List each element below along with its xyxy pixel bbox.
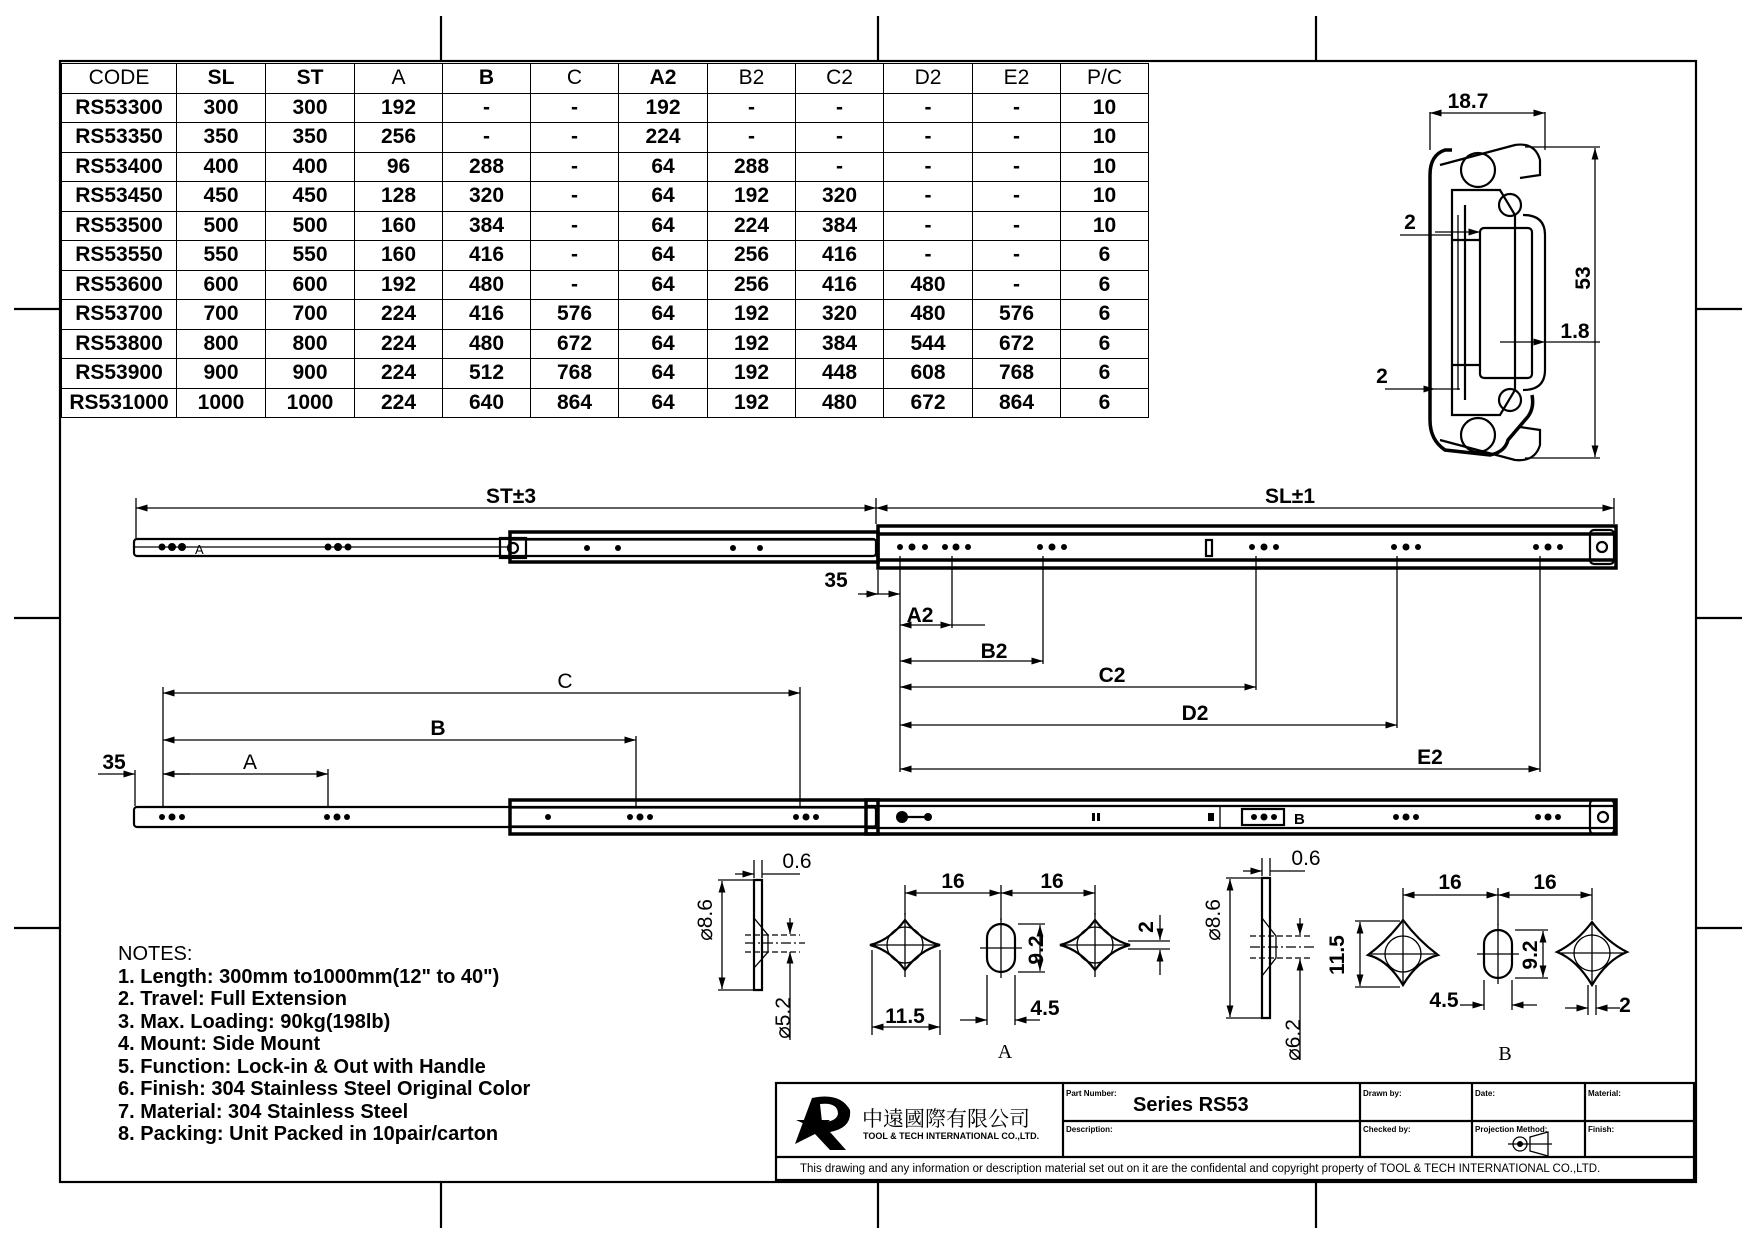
table-cell: 416 (443, 300, 531, 330)
spec-table (61, 63, 1149, 418)
a-dimension-label: A (242, 751, 258, 774)
table-row (62, 182, 1149, 212)
detail-b-slot-height: 9.2 (1519, 940, 1542, 970)
b-dimension-label: B (430, 717, 446, 740)
table-cell: - (884, 182, 973, 212)
description-label: Description: (1066, 1125, 1113, 1134)
table-cell: - (708, 123, 796, 153)
table-cell: 300 (177, 93, 266, 123)
table-cell: 10 (1061, 93, 1149, 123)
checked-by-label: Checked by: (1363, 1125, 1411, 1134)
table-cell: 64 (619, 211, 708, 241)
table-cell: 224 (355, 388, 443, 418)
table-cell: - (531, 93, 619, 123)
table-cell: RS53550 (62, 241, 177, 271)
header-code: CODE (62, 64, 177, 94)
profile-dimensions (1385, 112, 1600, 458)
table-cell: 192 (708, 359, 796, 389)
detail-a-width-11-5: 11.5 (885, 1005, 925, 1028)
table-cell: 550 (177, 241, 266, 271)
detail-a-slot-height: 9.2 (1025, 935, 1048, 965)
detail-a-pitch-2: 16 (1040, 870, 1064, 893)
table-row (62, 388, 1149, 418)
e2-dimension-label: E2 (1417, 746, 1443, 769)
profile-width-label: 18.7 (1447, 90, 1489, 113)
table-cell: - (884, 241, 973, 271)
header-e2: E2 (973, 64, 1061, 94)
header-b: B (443, 64, 531, 94)
material-label: Material: (1588, 1089, 1621, 1098)
table-row (62, 270, 1149, 300)
table-cell: - (973, 182, 1061, 212)
detail-b-dim-2: 2 (1619, 994, 1631, 1017)
table-cell: 400 (266, 152, 355, 182)
projection-method-symbol (1508, 1132, 1552, 1156)
table-cell: 550 (266, 241, 355, 271)
table-cell: 544 (884, 329, 973, 359)
table-row (62, 329, 1149, 359)
table-cell: 192 (708, 388, 796, 418)
top-offset-label: 35 (824, 569, 848, 592)
header-a: A (355, 64, 443, 94)
table-cell: 900 (177, 359, 266, 389)
table-cell: 192 (355, 270, 443, 300)
finish-label: Finish: (1588, 1125, 1615, 1134)
table-cell: 6 (1061, 329, 1149, 359)
table-cell: 864 (531, 388, 619, 418)
company-logo (795, 1097, 850, 1151)
table-cell: 672 (973, 329, 1061, 359)
table-cell: 64 (619, 241, 708, 271)
table-cell: 224 (708, 211, 796, 241)
table-cell: 576 (531, 300, 619, 330)
table-cell: 224 (355, 359, 443, 389)
header-c2: C2 (796, 64, 884, 94)
date-label: Date: (1475, 1089, 1496, 1098)
note-item: 6. Finish: 304 Stainless Steel Original Color (118, 1078, 531, 1100)
table-cell: - (973, 241, 1061, 271)
table-cell: 64 (619, 152, 708, 182)
table-cell: 1000 (177, 388, 266, 418)
table-cell: RS53300 (62, 93, 177, 123)
table-cell: RS53800 (62, 329, 177, 359)
table-cell: 224 (355, 329, 443, 359)
table-cell: 10 (1061, 211, 1149, 241)
detail-a-dim-2: 2 (1135, 921, 1158, 933)
notes-block (118, 943, 530, 1146)
table-cell: 6 (1061, 359, 1149, 389)
table-cell: - (531, 241, 619, 271)
table-cell: 608 (884, 359, 973, 389)
table-cell: 512 (443, 359, 531, 389)
table-cell: 64 (619, 182, 708, 212)
detail-b-dia-outer: ⌀8.6 (1202, 899, 1225, 941)
table-cell: - (973, 93, 1061, 123)
a2-dimension-label: A2 (906, 604, 934, 627)
part-number-value: Series RS53 (1133, 1094, 1249, 1116)
table-cell: - (973, 270, 1061, 300)
table-cell: 480 (443, 270, 531, 300)
table-cell: 768 (973, 359, 1061, 389)
table-cell: 384 (796, 329, 884, 359)
notes-title: NOTES: (118, 943, 193, 965)
note-item: 7. Material: 304 Stainless Steel (118, 1100, 409, 1123)
table-cell: - (796, 123, 884, 153)
table-header-row (62, 64, 1149, 94)
table-cell: 192 (708, 182, 796, 212)
table-cell: 192 (355, 93, 443, 123)
table-row (62, 93, 1149, 123)
c2-dimension-label: C2 (1098, 664, 1126, 687)
table-cell: 288 (443, 152, 531, 182)
table-cell: 320 (443, 182, 531, 212)
table-cell: RS53900 (62, 359, 177, 389)
st-dimension-label: ST±3 (485, 485, 537, 508)
disclaimer-text: This drawing and any information or description material set out on it are the confidental and copyright property of TOOL & TECH INTERNATIONAL CO.,LTD. (800, 1163, 1601, 1175)
top-slide-view (134, 526, 1616, 568)
table-cell: 300 (266, 93, 355, 123)
table-cell: 768 (531, 359, 619, 389)
detail-b-thickness: 0.6 (1291, 847, 1321, 870)
table-cell: 64 (619, 329, 708, 359)
profile-gap-top-label: 2 (1404, 211, 1416, 234)
table-cell: 10 (1061, 182, 1149, 212)
profile-thickness-label: 1.8 (1560, 320, 1590, 343)
table-cell: 6 (1061, 241, 1149, 271)
detail-b-pitch-2: 16 (1533, 871, 1557, 894)
table-cell: 450 (266, 182, 355, 212)
header-pc: P/C (1061, 64, 1149, 94)
projection-method-label: Projection Method: (1475, 1125, 1548, 1134)
table-cell: 700 (266, 300, 355, 330)
table-cell: 288 (708, 152, 796, 182)
table-cell: 600 (177, 270, 266, 300)
table-cell: 1000 (266, 388, 355, 418)
table-cell: 320 (796, 182, 884, 212)
note-item: 3. Max. Loading: 90kg(198lb) (118, 1010, 391, 1033)
table-cell: 480 (884, 270, 973, 300)
table-cell: - (973, 123, 1061, 153)
table-cell: - (531, 123, 619, 153)
table-cell: RS53600 (62, 270, 177, 300)
table-row (62, 359, 1149, 389)
table-cell: RS53500 (62, 211, 177, 241)
table-cell: 448 (796, 359, 884, 389)
table-cell: 800 (177, 329, 266, 359)
table-cell: - (884, 93, 973, 123)
table-cell: 10 (1061, 123, 1149, 153)
table-cell: 416 (443, 241, 531, 271)
table-cell: 192 (708, 300, 796, 330)
table-cell: - (443, 93, 531, 123)
detail-b-dimensions (1355, 888, 1620, 1015)
detail-b-dia-inner: ⌀6.2 (1282, 1019, 1305, 1061)
d2-dimension-label: D2 (1181, 702, 1209, 725)
table-cell: 672 (531, 329, 619, 359)
table-cell: 224 (619, 123, 708, 153)
detail-b-holes (1368, 920, 1627, 986)
table-cell: 480 (884, 300, 973, 330)
table-cell: 256 (355, 123, 443, 153)
top-marker-a: A (195, 542, 204, 557)
table-cell: - (884, 152, 973, 182)
table-cell: 64 (619, 300, 708, 330)
detail-a-width-4-5: 4.5 (1030, 997, 1060, 1020)
table-cell: - (884, 123, 973, 153)
bottom-offset-label: 35 (102, 751, 126, 774)
table-cell: 672 (884, 388, 973, 418)
header-c: C (531, 64, 619, 94)
header-sl: SL (177, 64, 266, 94)
table-cell: 500 (177, 211, 266, 241)
table-cell: 576 (973, 300, 1061, 330)
detail-b-width-4-5: 4.5 (1429, 989, 1459, 1012)
table-cell: 96 (355, 152, 443, 182)
note-item: 4. Mount: Side Mount (118, 1033, 321, 1055)
profile-height-label: 53 (1572, 266, 1595, 290)
drawn-by-label: Drawn by: (1363, 1089, 1402, 1098)
table-cell: 400 (177, 152, 266, 182)
table-cell: 64 (619, 359, 708, 389)
table-cell: - (973, 211, 1061, 241)
profile-cross-section (1430, 145, 1545, 461)
table-cell: 6 (1061, 388, 1149, 418)
bottom-dimensions (98, 687, 800, 806)
table-cell: 6 (1061, 300, 1149, 330)
table-cell: 350 (177, 123, 266, 153)
detail-a-holes (870, 913, 1130, 978)
table-cell: 384 (796, 211, 884, 241)
table-cell: 640 (443, 388, 531, 418)
table-cell: RS53450 (62, 182, 177, 212)
table-row (62, 123, 1149, 153)
table-cell: 600 (266, 270, 355, 300)
table-cell: RS53350 (62, 123, 177, 153)
profile-gap-bottom-label: 2 (1376, 365, 1388, 388)
table-cell: - (531, 211, 619, 241)
table-cell: RS53400 (62, 152, 177, 182)
table-cell: 700 (177, 300, 266, 330)
table-cell: - (884, 211, 973, 241)
note-item: 1. Length: 300mm to1000mm(12" to 40") (118, 965, 500, 988)
c-dimension-label: C (557, 670, 573, 693)
table-cell: 800 (266, 329, 355, 359)
table-cell: 6 (1061, 270, 1149, 300)
table-cell: 320 (796, 300, 884, 330)
detail-b-pitch-1: 16 (1438, 871, 1462, 894)
detail-a-label: A (997, 1041, 1013, 1063)
bottom-marker-b: B (1294, 811, 1305, 828)
table-cell: 480 (796, 388, 884, 418)
table-cell: 500 (266, 211, 355, 241)
table-cell: 480 (443, 329, 531, 359)
table-cell: 64 (619, 270, 708, 300)
b2-dimension-label: B2 (980, 640, 1008, 663)
table-cell: 128 (355, 182, 443, 212)
table-cell: 64 (619, 388, 708, 418)
detail-b-height-11-5: 11.5 (1326, 935, 1349, 975)
part-number-label: Part Number: (1066, 1089, 1117, 1098)
company-name-en: TOOL & TECH INTERNATIONAL CO.,LTD. (863, 1131, 1040, 1141)
note-item: 2. Travel: Full Extension (118, 988, 347, 1010)
table-cell: 192 (619, 93, 708, 123)
spec-table-body (62, 93, 1149, 418)
table-cell: - (973, 152, 1061, 182)
table-cell: 864 (973, 388, 1061, 418)
table-cell: 450 (177, 182, 266, 212)
table-cell: 416 (796, 270, 884, 300)
table-row (62, 300, 1149, 330)
table-row (62, 152, 1149, 182)
table-cell: 256 (708, 270, 796, 300)
header-d2: D2 (884, 64, 973, 94)
table-row (62, 211, 1149, 241)
header-a2: A2 (619, 64, 708, 94)
note-item: 5. Function: Lock-in & Out with Handle (118, 1055, 486, 1078)
table-row (62, 241, 1149, 271)
table-cell: 160 (355, 241, 443, 271)
detail-a-dia-outer: ⌀8.6 (694, 899, 717, 941)
detail-a-pitch-1: 16 (941, 870, 965, 893)
table-cell: 192 (708, 329, 796, 359)
note-item: 8. Packing: Unit Packed in 10pair/carton (118, 1123, 499, 1145)
table-cell: 900 (266, 359, 355, 389)
header-b2: B2 (708, 64, 796, 94)
header-st: ST (266, 64, 355, 94)
table-cell: 384 (443, 211, 531, 241)
table-cell: RS531000 (62, 388, 177, 418)
table-cell: - (531, 152, 619, 182)
table-cell: 224 (355, 300, 443, 330)
bottom-slide-view (134, 800, 1616, 834)
detail-b-label: B (1498, 1043, 1512, 1065)
table-cell: 350 (266, 123, 355, 153)
table-cell: - (531, 270, 619, 300)
table-cell: - (531, 182, 619, 212)
table-cell: RS53700 (62, 300, 177, 330)
table-cell: 10 (1061, 152, 1149, 182)
table-cell: 256 (708, 241, 796, 271)
table-cell: - (708, 93, 796, 123)
detail-a-dia-inner: ⌀5.2 (772, 997, 795, 1039)
table-cell: - (796, 93, 884, 123)
sl-dimension-label: SL±1 (1264, 485, 1316, 508)
detail-a-thickness: 0.6 (782, 850, 812, 873)
table-cell: 416 (796, 241, 884, 271)
table-cell: - (796, 152, 884, 182)
table-cell: - (443, 123, 531, 153)
table-cell: 160 (355, 211, 443, 241)
company-name-cn: 中遠國際有限公司 (862, 1107, 1030, 1131)
